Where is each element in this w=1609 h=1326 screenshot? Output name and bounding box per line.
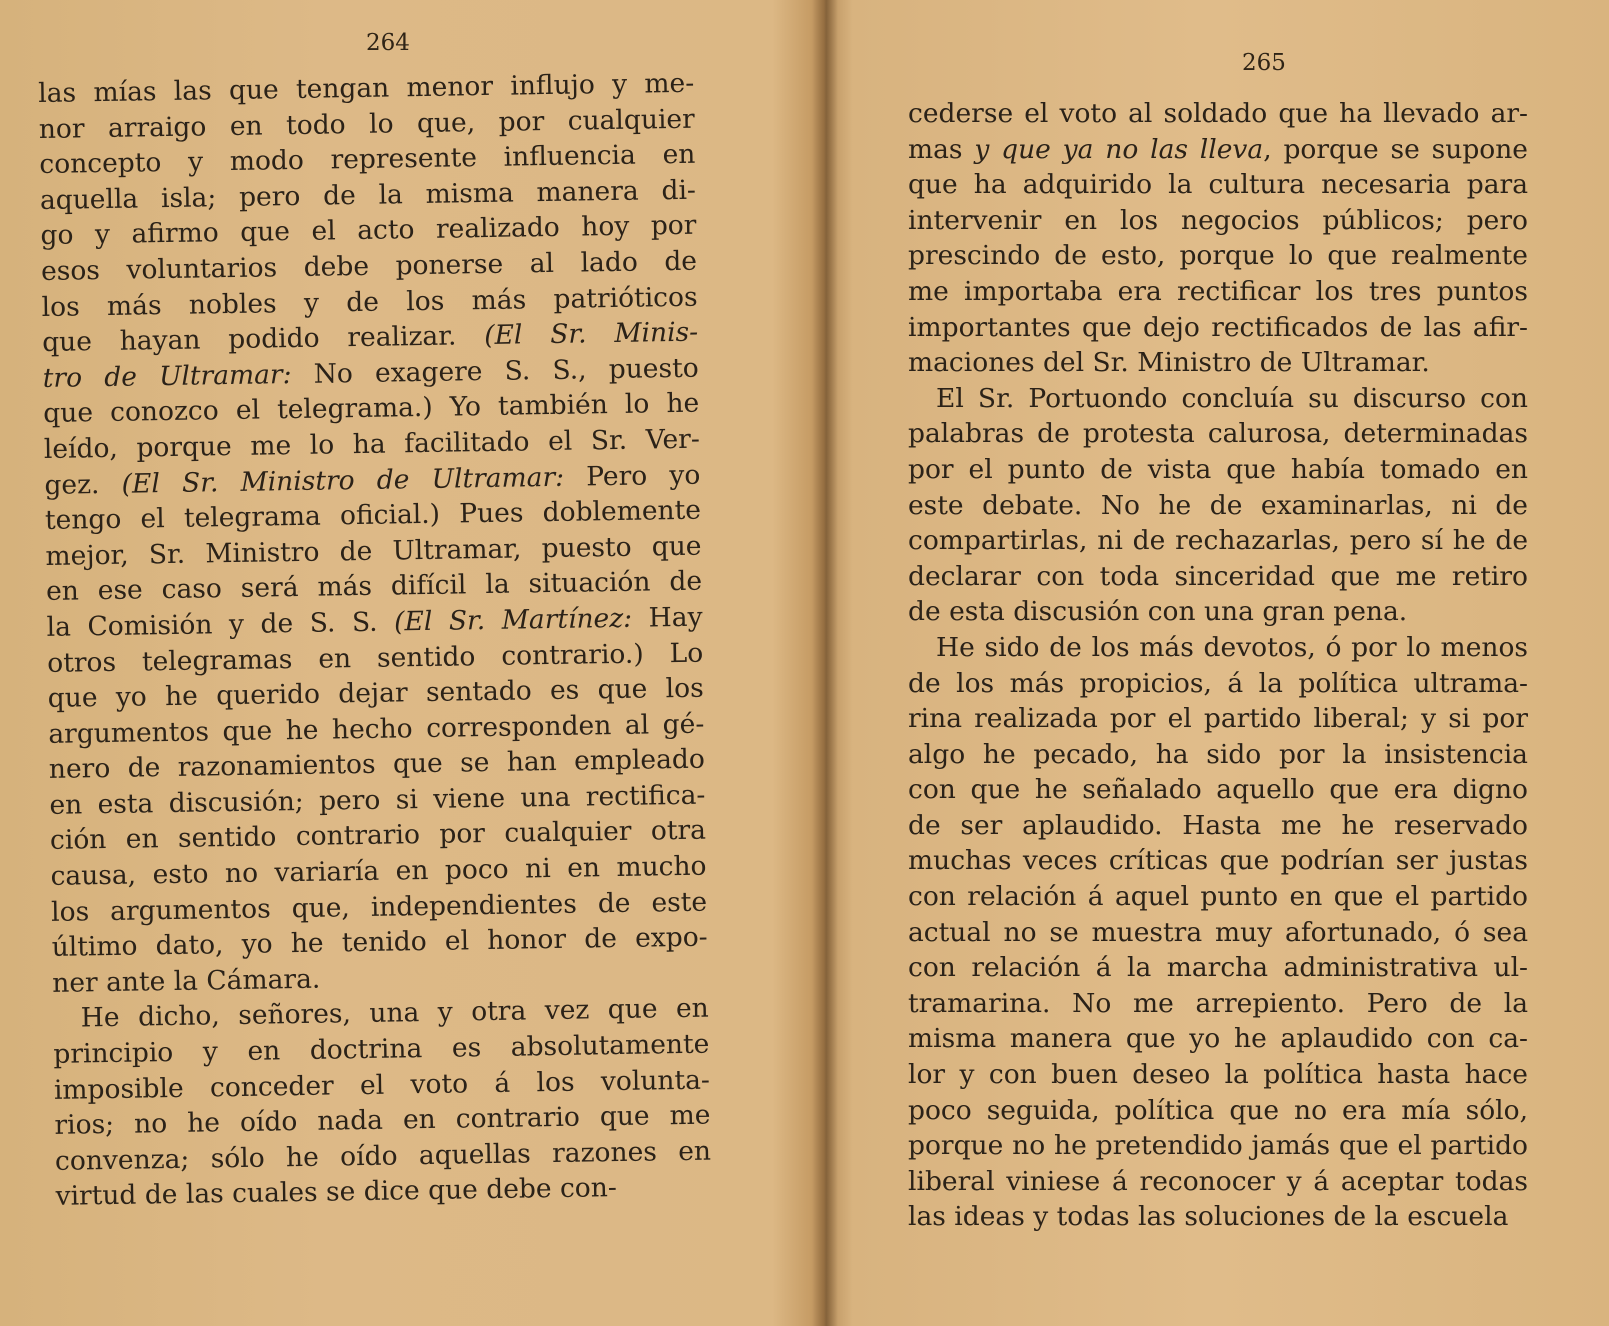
text-run: compartirlas, ni de rechazarlas, pero sí he de (908, 525, 1528, 557)
text-line (908, 630, 1528, 666)
text-run: importantes que dejo rectificados de las afir- (908, 311, 1528, 343)
text-line (908, 310, 1528, 346)
text-run: mas (908, 133, 975, 165)
right-page (838, 0, 1609, 1326)
text-run: No exagere S. S., puesto (291, 352, 699, 390)
text-line (908, 488, 1528, 524)
text-line (908, 808, 1528, 844)
text-line (908, 238, 1528, 274)
text-run: de los más propicios, á la política ultrama- (908, 667, 1528, 699)
text-run: que hayan podido realizar. (41, 320, 485, 359)
text-run: en ese caso será más difícil la situación de (45, 565, 703, 608)
text-run: de esta discusión con una gran pena. (908, 596, 1408, 628)
text-line (908, 167, 1528, 203)
text-run: con que he señalado aquello que era digno (908, 774, 1528, 806)
text-line (908, 523, 1528, 559)
text-run: Pero yo (563, 459, 701, 493)
text-run: porque no he pretendido jamás que el partido (908, 1130, 1528, 1162)
text-run: por el punto de vista que había tomado en (908, 453, 1528, 485)
book-gutter (812, 0, 838, 1326)
text-line (908, 594, 1528, 630)
text-line (908, 416, 1528, 452)
text-run: concepto y modo represente influencia en (39, 138, 696, 181)
italic-text-run: (El Sr. Minis- (483, 316, 699, 352)
text-run: la Comisión y de S. S. (46, 606, 395, 643)
text-line (908, 666, 1528, 702)
text-run: principio y en doctrina es absolutamente (53, 1028, 710, 1070)
text-line (908, 1199, 1528, 1235)
text-run: argumentos que he hecho corresponden al gé- (48, 708, 705, 750)
text-run: He dicho, señores, una y otra vez que en (80, 993, 709, 1034)
left-page-number: 264 (366, 30, 410, 56)
text-run: nero de razonamientos que se han empleado (48, 743, 706, 786)
text-line (908, 843, 1528, 879)
text-run: convenza; sólo he oído aquellas razones en (54, 1135, 712, 1177)
text-run: virtud de las cuales se dice que debe con- (55, 1172, 618, 1213)
text-run: liberal viniese á reconocer y á aceptar todas (908, 1165, 1528, 1197)
text-run: los argumentos que, independientes de este (50, 886, 708, 928)
text-run: rina realizada por el partido liberal; y si por (908, 703, 1528, 735)
left-page-body (38, 66, 712, 1215)
text-line (908, 701, 1528, 737)
text-run: palabras de protesta calurosa, determinadas (908, 418, 1528, 450)
text-run: , porque se supone (1263, 133, 1528, 165)
text-line (908, 1021, 1528, 1057)
text-run: algo he pecado, ha sido por la insistencia (908, 738, 1528, 770)
text-run: muchas veces críticas que podrían ser justas (908, 845, 1528, 877)
text-line (908, 381, 1528, 417)
text-run: en esta discusión; pero si viene una rectifica- (49, 779, 706, 821)
text-run: prescindo de esto, porque lo que realmente (908, 240, 1528, 272)
text-run: rios; no he oído nada en contrario que me (54, 1099, 711, 1142)
text-run: aquella isla; pero de la misma manera di- (39, 174, 697, 216)
text-run: Hay (631, 601, 703, 634)
text-run: de ser aplaudido. Hasta me he reservado (908, 809, 1528, 841)
text-line (908, 1128, 1528, 1164)
text-line (908, 772, 1528, 808)
text-run: tengo el telegrama oficial.) Pues doblemente (44, 494, 702, 537)
text-line (908, 274, 1528, 310)
text-run: otros telegramas en sentido contrario.) Lo (46, 637, 704, 679)
text-run: misma manera que yo he aplaudido con ca- (908, 1023, 1528, 1055)
right-page-number: 265 (1242, 50, 1286, 76)
text-run: que conozco el telegrama.) Yo también lo he (43, 387, 700, 430)
text-run: que ha adquirido la cultura necesaria para (908, 169, 1528, 201)
text-run: nor arraigo en todo lo que, por cualquier (38, 103, 695, 145)
text-run: esos voluntarios debe ponerse al lado de (40, 245, 698, 287)
italic-text-run: tro de Ultramar: (42, 358, 292, 394)
italic-text-run: y que ya no las lleva (974, 133, 1264, 165)
text-line (908, 345, 1528, 381)
text-line (908, 203, 1528, 239)
text-run: con relación á aquel punto en que el partido (908, 881, 1528, 913)
text-run: lor y con buen deseo la política hasta hace (908, 1059, 1528, 1091)
text-run: imposible conceder el voto á los volunta- (53, 1064, 711, 1106)
text-run: maciones del Sr. Ministro de Ultramar. (908, 347, 1430, 379)
text-run: El Sr. Portuondo concluía su discurso con (936, 382, 1528, 414)
text-line (908, 96, 1528, 132)
text-run: He sido de los más devotos, ó por lo menos (936, 631, 1528, 663)
text-line (908, 1093, 1528, 1129)
text-line (908, 950, 1528, 986)
text-run: go y afirmo que el acto realizado hoy por (40, 210, 697, 252)
text-line (908, 1057, 1528, 1093)
text-run: actual no se muestra muy afortunado, ó sea (908, 916, 1528, 948)
text-line (908, 132, 1528, 168)
text-run: con relación á la marcha administrativa ul- (908, 952, 1528, 984)
text-run: los más nobles y de los más patrióticos (41, 281, 698, 323)
text-run: gez. (44, 468, 122, 501)
text-line (908, 452, 1528, 488)
text-line (908, 879, 1528, 915)
text-run: ción en sentido contrario por cualquier otra (49, 815, 707, 857)
text-run: cederse el voto al soldado que ha llevado ar- (908, 98, 1528, 129)
text-line (908, 559, 1528, 595)
text-run: leído, porque me lo ha facilitado el Sr. Ver- (43, 423, 701, 465)
text-run: mejor, Sr. Ministro de Ultramar, puesto que (45, 530, 702, 572)
italic-text-run: (El Sr. Martínez: (393, 602, 633, 638)
text-run: las ideas y todas las soluciones de la escuela (908, 1201, 1509, 1233)
text-run: me importaba era rectificar los tres puntos (908, 275, 1528, 307)
text-run: intervenir en los negocios públicos; pero (908, 204, 1528, 236)
text-run: causa, esto no variaría en poco ni en mucho (50, 850, 707, 892)
text-line (908, 1164, 1528, 1200)
text-run: este debate. No he de examinarlas, ni de (908, 489, 1528, 521)
text-run: poco seguida, política que no era mía sólo, (908, 1094, 1528, 1126)
italic-text-run: (El Sr. Ministro de Ultramar: (121, 461, 565, 500)
right-page-body (908, 96, 1528, 1235)
text-run: último dato, yo he tenido el honor de expo- (51, 921, 708, 964)
text-run: que yo he querido dejar sentado es que los (47, 672, 704, 715)
text-run: las mías las que tengan menor influjo y me- (38, 67, 695, 109)
text-run: declarar con toda sinceridad que me retiro (908, 560, 1528, 592)
text-run: tramarina. No me arrepiento. Pero de la (908, 987, 1528, 1019)
text-line (908, 986, 1528, 1022)
text-line (908, 737, 1528, 773)
text-run: ner ante la Cámara. (52, 963, 321, 999)
text-line (908, 915, 1528, 951)
